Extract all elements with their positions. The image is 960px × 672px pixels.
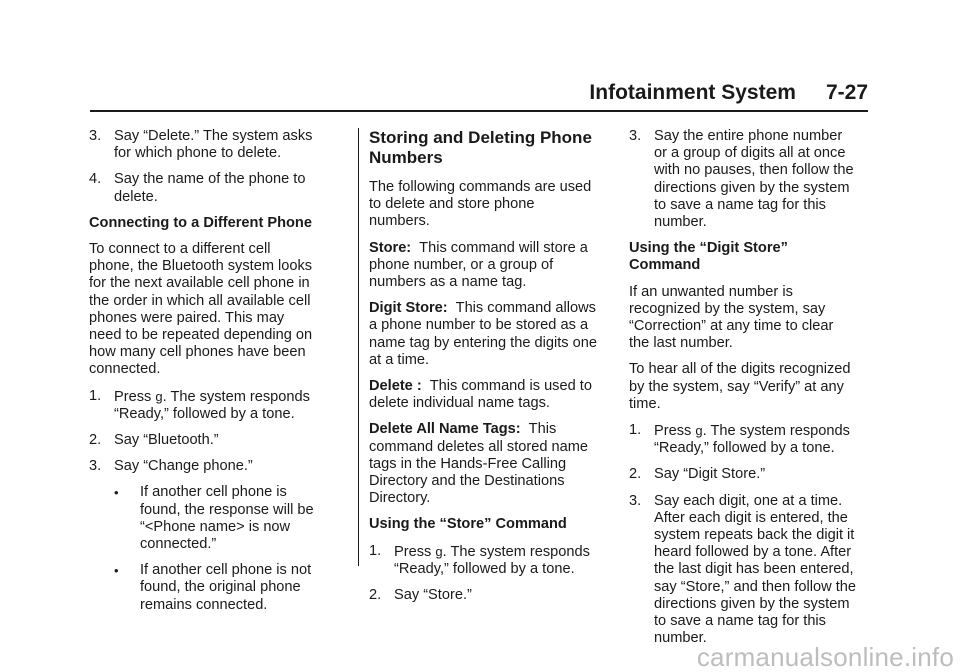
page-header [90,80,868,106]
bullet-item: • If another cell phone is found, the response will be “<Phone name> is now connected.” [114,484,314,553]
list-item: 2. Say “Store.” [369,587,472,604]
column-3 [629,128,857,656]
list-item: 1. Press g. The system responds “Ready,” followed by a tone. [369,542,590,577]
list-item: 2. Say “Bluetooth.” [89,432,219,449]
definition-store: Store: This command will store a phone number, or a group of numbers as a name tag. [369,239,588,291]
paragraph: To hear all of the digits recognized by the system, say “Verify” at any time. [629,361,851,412]
section-heading: Storing and Deleting Phone Numbers [369,128,592,167]
list-item: 3. Say “Delete.” The system asks for which phone to delete. [89,128,313,162]
list-item: 2. Say “Digit Store.” [629,466,766,483]
section-title: Infotainment System [589,81,796,104]
subheading: Using the “Digit Store” Command [629,240,788,274]
bullet-icon: • [114,485,119,501]
paragraph: If an unwanted number is recognized by the system, say “Correction” at any time to clear the last number. [629,283,834,352]
bullet-icon: • [114,563,119,579]
header-rule [90,110,868,112]
subheading: Connecting to a Different Phone [89,214,312,231]
phone-button-icon: g [435,543,443,559]
definition-delete-all: Delete All Name Tags: This command deletes all stored name tags in the Hands-Free Calling Directory and the Destinations Directory. [369,421,589,507]
list-item: 1. Press g. The system responds “Ready,” followed by a tone. [89,387,310,422]
list-item: 3. Say “Change phone.” [89,458,253,475]
paragraph: The following commands are used to delete and store phone numbers. [369,179,592,230]
definition-delete: Delete : This command is used to delete individual name tags. [369,378,592,412]
phone-button-icon: g [155,388,163,404]
column-divider [358,128,359,566]
list-item: 3. Say each digit, one at a time. After each digit is entered, the system repeats back the digit it heard followed by a tone. After the last digit has been entered, say “Store,” and then follow the directions given by the system to save a name tag for this number. [629,492,856,647]
bullet-item: • If another cell phone is not found, the original phone remains connected. [114,562,312,613]
list-item: 1. Press g. The system responds “Ready,” followed by a tone. [629,422,850,457]
column-1 [89,128,317,623]
definition-digit-store: Digit Store: This command allows a phone number to be stored as a name tag by entering the digits one at a time. [369,300,597,368]
page-number: 7-27 [825,81,868,104]
paragraph: To connect to a different cell phone, the Bluetooth system looks for the next available cell phone in the order in which all available cell phones were paired. This may need to be repeated depending on how many cell phones have been connected. [89,241,313,378]
watermark: carmanualsonline.info [696,642,954,672]
list-item: 3. Say the entire phone number or a group of digits all at once with no pauses, then follow the directions given by the system to save a name tag for this number. [629,128,854,231]
column-2 [369,128,597,613]
subheading: Using the “Store” Command [369,516,567,533]
list-item: 4. Say the name of the phone to delete. [89,171,306,205]
phone-button-icon: g [695,423,703,439]
